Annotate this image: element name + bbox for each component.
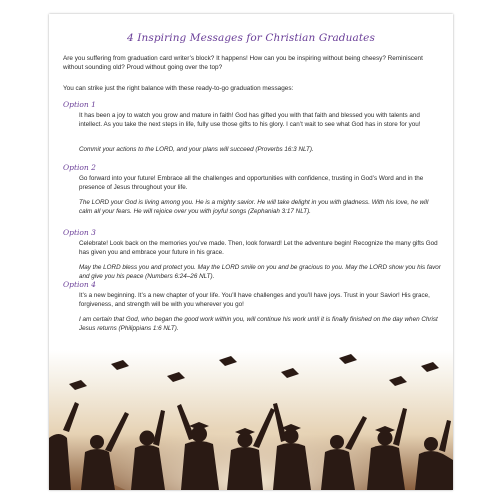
option-1-message: It has been a joy to watch you grow and mature in faith! God has gifted you with that faith and blessed you with talents and intellect. As you take the next steps in life, fully use those gifts to his glory. I can’t wait to see what God has in store for you! (79, 112, 421, 129)
option-2-message: Go forward into your future! Embrace all the challenges and opportunities with confidence, trusting in God’s Word and in the presence of Jesus throughout your life. (79, 175, 424, 192)
graduates-silhouette-photo (49, 350, 453, 490)
option-2-verse: The LORD your God is living among you. He is a mighty savior. He will take delight in you with gladness. With his love, he will calm all your fears. He will rejoice over you with joyful songs (Zephaniah 3:17 NLT). (79, 199, 429, 216)
option-4-heading: Option 4 (63, 280, 96, 289)
option-4-message: It’s a new beginning. It’s a new chapter of your life. You’ll have challenges and you’ll have joys. Trust in your Savior! His grace, forgiveness, and strength will be with you wherever you go! (79, 292, 430, 309)
option-3-heading: Option 3 (63, 228, 96, 237)
option-1-verse: Commit your actions to the LORD, and your plans will succeed (Proverbs 16:3 NLT). (79, 146, 314, 153)
intro-paragraph-2: You can strike just the right balance with these ready-to-go graduation messages: (63, 85, 294, 92)
document-page (49, 14, 453, 490)
option-2-heading: Option 2 (63, 163, 96, 172)
option-3-message: Celebrate! Look back on the memories you’ve made. Then, look forward! Let the adventure begin! Recognize the many gifts God has given you and embrace your future in his grace. (79, 240, 438, 257)
option-1-heading: Option 1 (63, 100, 96, 109)
document-title: 4 Inspiring Messages for Christian Graduates (127, 32, 375, 44)
intro-paragraph-1: Are you suffering from graduation card writer’s block? It happens! How can you be inspiring without being cheesy? Reminiscent without sounding old? Proud without going over the top? (63, 55, 423, 72)
option-3-verse: May the LORD bless you and protect you. May the LORD smile on you and be gracious to you. May the LORD show you his favor and give you his peace (Numbers 6:24–26 NLT). (79, 264, 441, 281)
option-4-verse: I am certain that God, who began the good work within you, will continue his work until it is finally finished on the day when Christ Jesus returns (Philippians 1:6 NLT). (79, 316, 438, 333)
